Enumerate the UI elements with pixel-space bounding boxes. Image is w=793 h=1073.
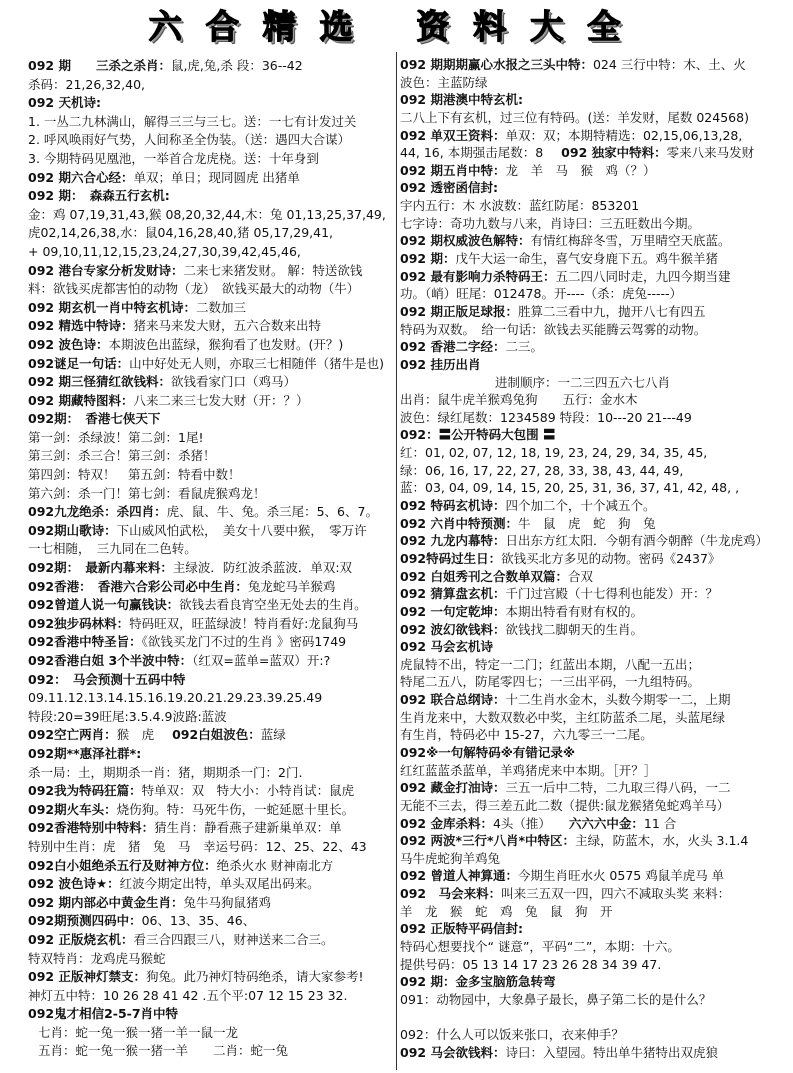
text-line [28, 336, 392, 355]
text-line [28, 764, 392, 783]
left-column [28, 57, 392, 1065]
text-line [400, 920, 786, 938]
line-text: 欲钱看家门口（鸡马） [170, 374, 296, 390]
line-label: 092 挂历出肖 [400, 356, 481, 372]
text-line [28, 224, 392, 243]
text-line [28, 819, 392, 838]
line-text: 有情红梅辞冬雪，万里晴空天底蓝。 [530, 233, 731, 249]
line-text: + 09,10,11,12,15,23,24,27,30,39,42,45,46, [28, 243, 301, 259]
line-text: 千门过宫殿（十七得利也能发）开：？ [505, 586, 718, 602]
text-line [28, 299, 392, 318]
line-text: 功。（峭）旺尾：012478。开----（杀：虎兔-----） [400, 286, 683, 302]
line-text: 二数加三 [195, 299, 246, 315]
text-line [28, 447, 392, 466]
line-text: 红：01, 02, 07, 12, 18, 19, 23, 24, 29, 34, 35, 45, [400, 445, 708, 461]
text-line [400, 885, 786, 903]
line-text: 五二四八同时走，九四今期当建 [555, 268, 731, 284]
text-line [400, 973, 786, 991]
line-label: 092香港中特圣旨： [28, 634, 142, 650]
line-text: 杀码：21,26,32,40, [28, 76, 146, 92]
line-label: 092香港： 香港六合彩公司必中生肖： [28, 578, 248, 594]
line-text: 3. 今期特码见凰池，一举首合龙虎桡。送：十年身到 [28, 150, 319, 166]
line-label: 092 期玄机一肖中特玄机诗： [28, 299, 196, 315]
text-line [28, 522, 392, 541]
page-title-left: 六合精选 [148, 7, 377, 46]
text-line [28, 912, 392, 931]
line-text: 06、13、35、46、 [141, 913, 256, 929]
text-line [28, 578, 392, 597]
text-line [400, 479, 786, 497]
text-line [28, 1005, 392, 1024]
line-text: 4头（推） [492, 815, 551, 831]
line-label: 092 联合总纲诗： [400, 692, 506, 708]
text-line [400, 1044, 786, 1062]
line-text: 诗曰：入望园。特出单牛猪特出双虎狼 [505, 1044, 718, 1060]
line-text: 十二生肖水金木，头数今期零一二，上期 [505, 692, 731, 708]
text-line [400, 621, 786, 639]
line-text: 提供号码：05 13 14 17 23 26 28 34 39 47. [400, 956, 662, 972]
text-line [400, 991, 786, 1009]
line-text: 本期波色出蓝绿，猴狗看了也发财。(开？) [108, 336, 344, 352]
text-line [28, 726, 392, 745]
text-line [28, 466, 392, 485]
line-label: 092香港特别中特料： [28, 820, 155, 836]
line-text: 第三剑：杀三合！第三剑：杀猪！ [28, 448, 216, 464]
line-text: 八来二来三七发大财（开：？） [133, 392, 309, 408]
line-text: 杀一局：土，期期杀一肖：猪，期期杀一门：2门. [28, 764, 303, 780]
line-text: 44, 16, 本期强击尾数：8 [400, 145, 544, 161]
text-line [28, 615, 392, 634]
text-line [28, 410, 392, 429]
text-line [400, 726, 786, 744]
text-line [28, 708, 392, 727]
text-line [400, 532, 786, 550]
line-text: 虎、鼠、牛、兔。杀三尾：5、6、7。 [166, 504, 378, 520]
line-label: 092 波色诗★： [28, 876, 120, 892]
line-label: 092 期六合心经： [28, 169, 134, 185]
text-line [28, 429, 392, 448]
text-line [400, 391, 786, 409]
line-label: 092 透密函信封: [400, 180, 498, 196]
text-line [400, 56, 786, 74]
line-label: 092白小姐绝杀五行及财神方位： [28, 857, 217, 873]
line-label: 092 一句定乾坤： [400, 603, 506, 619]
line-text: 虎02,14,26,38,水：鼠04,16,28,40,猪 05,17,29,41, [28, 225, 334, 241]
line-text: 狗兔。此乃神灯特码绝杀，请大家参考! [145, 969, 364, 985]
text-line [400, 850, 786, 868]
text-line [400, 656, 786, 674]
line-text: 进制顺序：一二三四五六七八肖 [495, 374, 671, 390]
line-text: 胜算二三看中九，抛开八七有四五 [517, 303, 706, 319]
line-label: 092 期 三杀之杀肖： [28, 58, 171, 73]
text-line [28, 1024, 392, 1043]
text-line [28, 1042, 392, 1061]
line-text: 无能不三去，得三差五此二数（提供:鼠龙猴猪兔蛇鸡羊马） [400, 797, 730, 813]
text-line [28, 94, 392, 113]
text-line [400, 779, 786, 797]
line-label: 092期山歌诗： [28, 522, 117, 538]
text-line [28, 857, 392, 876]
line-label: 092鬼才相信2-5-7肖中特 [28, 1006, 179, 1022]
line-label: 092： 马会预测十五码中特 [28, 671, 186, 687]
text-line [400, 638, 786, 656]
text-line [400, 938, 786, 956]
text-line [28, 280, 392, 299]
text-line [28, 671, 392, 690]
line-label: 092 天机诗: [28, 95, 101, 111]
text-line [400, 815, 786, 833]
line-label: 092 马会来料： [400, 886, 502, 902]
text-line [28, 875, 392, 894]
line-label: 092 正版烧玄机： [28, 931, 134, 947]
line-text: 宇内五行：木 水波数：蓝红防尾：853201 [400, 198, 640, 214]
line-text: 波色：主蓝防绿 [400, 74, 488, 90]
line-text: 第一剑：杀绿波！第二剑：1尾! [28, 429, 204, 445]
line-text: 生肖龙来中，大数双数必中奖，主红防蓝杀二尾，头蓝尾绿 [400, 709, 726, 725]
line-text: 看三合四跟三八，财神送来二合三。 [133, 931, 334, 947]
line-text: 下山威风怕武松， 美女十八要中猴， 零万许 [116, 522, 367, 538]
line-label: 092期： 最新内幕来料： [28, 560, 173, 576]
text-line [28, 206, 392, 225]
text-line [400, 285, 786, 303]
page-title [0, 4, 793, 50]
text-line [28, 950, 392, 969]
text-line [28, 113, 392, 132]
line-text: 合双 [567, 568, 593, 584]
line-label: 六六六中金： [568, 815, 644, 831]
text-line [28, 317, 392, 336]
line-text: （红双=蓝单=蓝双）开:? [192, 653, 331, 668]
text-line [28, 262, 392, 281]
line-text: 羊 龙 猴 蛇 鸡 兔 鼠 狗 开 [400, 903, 613, 919]
line-text: 第四剑：特双！ 第五剑：特看中数！ [28, 467, 241, 483]
text-line [400, 550, 786, 568]
text-line [28, 633, 392, 652]
text-line [400, 268, 786, 286]
text-line [400, 409, 786, 427]
text-line [400, 832, 786, 850]
line-text: 特码为双数。 给一句话：欲钱去买能腾云驾雾的动物。 [400, 321, 707, 337]
line-label: 092 金库杀料： [400, 815, 493, 831]
right-column [400, 56, 786, 1068]
line-label: 092 两波*三行*八肖*中特区： [400, 833, 576, 849]
text-line [400, 250, 786, 268]
text-line [400, 179, 786, 197]
text-line [28, 243, 392, 262]
text-line [400, 109, 786, 127]
line-label: 092曾道人说一句赢钱诀： [28, 597, 180, 613]
line-text: 主绿波．防红波杀蓝波．单双:双 [172, 560, 353, 576]
line-label: 092 期内部必中黄金生肖： [28, 894, 184, 910]
line-label: 092 藏金打油诗： [400, 780, 506, 796]
text-line [400, 691, 786, 709]
line-text: 二三。 [505, 339, 543, 355]
line-text: 024 三行中特：木、土、火 [592, 57, 746, 72]
text-line [400, 497, 786, 515]
line-text: 七肖：蛇一兔一猴一猪一羊一鼠一龙 [38, 1024, 239, 1040]
line-text: 特尾二五八，防尾零四七；一三出平码，一九组特码。 [400, 674, 701, 690]
text-line [28, 503, 392, 522]
line-label: 092 期： [400, 251, 456, 267]
text-line [28, 968, 392, 987]
line-label: 092 期期期赢心水报之三头中特： [400, 57, 593, 72]
line-label: 092 单双王资料： [400, 127, 506, 143]
text-line [400, 444, 786, 462]
line-label: 092 马会玄机诗 [400, 639, 493, 655]
line-text: 猪来马来发大财，五六合数来出特 [133, 318, 321, 334]
line-text: 有生肖，特码必中 15-27，六九零三一二尾。 [400, 727, 653, 743]
text-line [400, 162, 786, 180]
line-text: 四个加二个，十个减五个。 [505, 498, 656, 514]
text-line [400, 673, 786, 691]
line-text: 五肖：蛇一兔一猴一猪一羊 二肖：蛇一兔 [38, 1043, 289, 1059]
line-text: 猴 虎 [116, 727, 155, 743]
line-text: 波色：绿红尾数：1234589 特段：10---20 21---49 [400, 409, 692, 425]
text-line [28, 169, 392, 188]
line-text: 特双特肖：龙鸡虎马猴蛇 [28, 950, 166, 966]
line-label: 092 香港二字经： [400, 339, 506, 355]
line-text: 特码旺双，旺蓝绿波！特肖看好:龙鼠狗马 [129, 615, 359, 631]
text-line [400, 232, 786, 250]
line-text: 11 合 [643, 815, 677, 831]
line-text: 出肖：鼠牛虎羊猴鸡兔狗 五行：金水木 [400, 392, 638, 408]
text-line [28, 596, 392, 615]
line-label: 092 精选中特诗： [28, 318, 134, 334]
line-label: 092独步码林料： [28, 615, 130, 631]
line-text: 主绿，防蓝木，水，火头 3.1.4 [575, 833, 749, 849]
line-label: 092 期：金多宝脑筋急转弯 [400, 974, 556, 990]
text-line [400, 426, 786, 444]
line-text: 一七相随， 三九同在二色转。 [28, 541, 197, 557]
line-text: 欲钱找二脚朝天的生肖。 [505, 621, 643, 637]
line-text: 马牛虎蛇狗羊鸡兔 [400, 850, 501, 866]
text-line [28, 485, 392, 504]
line-text: 料：欲钱买虎都害怕的动物（龙） 欲钱买最大的动物（牛） [28, 281, 360, 297]
line-text: 《欲钱买龙门不过的生肖 》密码1749 [141, 634, 347, 650]
line-label: 092 期： 森森五行玄机: [28, 188, 170, 204]
text-line [28, 987, 392, 1006]
line-label: 092 九龙内幕特： [400, 533, 506, 549]
line-label: 092 期正版足球报： [400, 303, 518, 319]
line-label: 092期预测四码中： [28, 913, 142, 929]
line-text: 绿：06, 16, 17, 22, 27, 28, 33, 38, 43, 44, 49, [400, 462, 684, 478]
line-label: 092※一句解特码※有错记录※ [400, 744, 576, 760]
line-label: 092 独家中特料： [561, 145, 667, 161]
line-label: 092谜足一句话： [28, 355, 130, 371]
line-text: 神灯五中特：10 26 28 41 42 .五个平:07 12 15 23 32. [28, 987, 348, 1003]
text-line [400, 744, 786, 762]
line-text: 欲钱去看良宵空坐无处去的生肖。 [179, 597, 367, 613]
line-text: 红波今期定出特，单头双尾出码来。 [119, 876, 320, 892]
text-line [400, 515, 786, 533]
line-text: 欲钱买北方多见的动物。密码《2437》 [501, 550, 721, 566]
line-text: 单双：双；本期特精选：02,15,06,13,28, [505, 127, 743, 143]
line-text: 兔牛马狗鼠猪鸡 [183, 894, 271, 910]
line-text: 绝杀火水 财神南北方 [216, 857, 334, 873]
line-label: 092 港台专家分析发财诗： [28, 262, 184, 278]
text-line [28, 373, 392, 392]
line-text: 091：动物园中，大象鼻子最长，鼻子第二长的是什么？ [400, 991, 712, 1007]
text-line [28, 689, 392, 708]
text-line [28, 150, 392, 169]
line-label: 092 六肖中特预测： [400, 515, 518, 531]
line-text: 鼠,虎,兔,杀 段：36--42 [170, 58, 303, 73]
text-line [400, 144, 786, 162]
text-line [400, 903, 786, 921]
page-title-right: 资料大全 [416, 7, 645, 46]
line-label: 092 马会欲钱料： [400, 1044, 506, 1060]
line-text: 红红蓝蓝杀蓝单，羊鸡猪虎来中本期。［开？］ [400, 762, 657, 778]
line-text: 蓝绿 [260, 727, 286, 743]
text-line [400, 568, 786, 586]
line-label: 092 猜算盘玄机： [400, 586, 506, 602]
text-line [400, 91, 786, 109]
text-line [400, 74, 786, 92]
line-text: 零来八来马发财 [666, 145, 755, 161]
line-label: 092 期藏特图料： [28, 392, 134, 408]
line-label: 092空亡两肖： [28, 727, 117, 743]
text-line [28, 187, 392, 206]
text-line [28, 801, 392, 820]
line-text: 特别中生肖：虎 猪 兔 马 幸运号码：12、25、22、43 [28, 838, 367, 854]
text-line [28, 894, 392, 913]
line-label: 092期**惠泽社群*: [28, 745, 142, 761]
line-text: 日出东方红太阳．今朝有酒今朝醉（牛龙虎鸡） [505, 533, 768, 549]
line-label: 092 期三怪猜红欲钱料： [28, 374, 171, 390]
text-line [28, 652, 392, 671]
line-label: 092 白姐秀刊之合数单双篇： [400, 568, 568, 584]
line-label: 092 期港澳中特玄机: [400, 92, 523, 108]
line-label: 092香港白姐 3个半波中特： [28, 653, 193, 668]
text-line [400, 356, 786, 374]
line-text: 本期出特看有财有权的。 [505, 603, 643, 619]
line-text: 二来七来猪发财。 解：特送欲钱 [183, 262, 363, 278]
line-label: 092 正版特平码信封: [400, 921, 523, 937]
text-line [28, 559, 392, 578]
line-label: 092：〓公开特码大包围 〓 [400, 427, 556, 443]
line-text: 09.11.12.13.14.15.16.19.20.21.29.23.39.25.49 [28, 690, 323, 706]
text-line [28, 392, 392, 411]
line-text: 二八上下有玄机，过三位有特码。(送：羊发财，尾数 024568) [400, 109, 749, 125]
text-line [400, 374, 786, 392]
text-line [400, 338, 786, 356]
line-label: 092九龙绝杀：杀四肖： [28, 504, 167, 520]
text-line [400, 321, 786, 339]
line-text: 虎鼠特不出，特定一二门；红蓝出本期，八配一五出； [400, 656, 701, 672]
line-label: 092 最有影响力杀特码王： [400, 268, 556, 284]
line-text: 蓝：03, 04, 09, 14, 15, 20, 25, 31, 36, 37, 41, 42, 48, , [400, 480, 740, 496]
line-text: 特码心想要找个“ 谜意”，平码“二”，本期：十六。 [400, 939, 680, 955]
text-line [400, 1026, 786, 1044]
line-label: 092 波幻欲钱料： [400, 621, 506, 637]
line-text: 戊午大运一命生，喜气安身鹿下五。鸡牛猴羊猪 [455, 251, 718, 267]
line-text: 三五一后中二特，二九取三得八码，一二 [505, 780, 731, 796]
text-line [400, 762, 786, 780]
text-line [400, 1009, 786, 1027]
line-text: 第六剑：杀一门！第七剑：看鼠虎猴鸡龙！ [28, 485, 266, 501]
line-text: 单双；单日；现同圆虎 出猪单 [133, 169, 300, 185]
line-label: 092我为特码狂篇： [28, 783, 142, 799]
line-label: 092 波色诗： [28, 336, 109, 352]
line-label: 092期火车头： [28, 801, 117, 817]
line-label: 092 特码玄机诗： [400, 498, 506, 514]
line-text: 金：鸡 07,19,31,43,猴 08,20,32,44,木：兔 01,13,25,37,49, [28, 206, 386, 222]
line-text: 烧伤狗。特：马死牛伤，一蛇延愿十里长。 [116, 801, 355, 817]
line-text: 特段:20=39旺尾:3.5.4.9波路:蓝波 [28, 708, 227, 724]
line-label: 092 正版神灯禁支： [28, 969, 146, 985]
text-line [28, 540, 392, 559]
line-text: 092：什么人可以饭来张口，衣来伸手？ [400, 1027, 624, 1043]
text-line [400, 462, 786, 480]
line-text: 七字诗：奇功九数与八来，肖诗曰：三五旺数出今期。 [400, 215, 701, 231]
text-line [400, 127, 786, 145]
text-line [400, 709, 786, 727]
line-text: 2. 呼风唤雨好气势，人间称圣全伪装。（送：遇四大合谋） [28, 132, 351, 148]
column-divider [396, 52, 397, 1070]
text-line [400, 797, 786, 815]
text-line [28, 838, 392, 857]
line-label: 092 期五肖中特： [400, 162, 506, 178]
line-label: 092白姐波色： [172, 727, 261, 743]
line-text: 今期生肖旺水火 0575 鸡鼠羊虎马 单 [517, 868, 725, 884]
text-line [28, 355, 392, 374]
text-line [400, 303, 786, 321]
line-text: 特单双：双 特大小：小特肖试：鼠虎 [141, 783, 355, 799]
line-text: 牛 鼠 虎 蛇 狗 兔 [517, 515, 656, 531]
text-line [400, 215, 786, 233]
text-line [28, 931, 392, 950]
line-text: 龙 羊 马 猴 鸡（？） [505, 162, 656, 178]
line-label: 092 期权威波色解特： [400, 233, 531, 249]
text-line [28, 57, 392, 76]
text-line [400, 197, 786, 215]
line-text: 山中好处无人则，亦取三七相随伴（猪牛是也) [129, 355, 384, 371]
text-line [400, 585, 786, 603]
line-label: 092 曾道人神算通： [400, 868, 518, 884]
text-line [400, 603, 786, 621]
line-label: 092期： 香港七侠天下 [28, 411, 161, 427]
line-text: 猜生肖：静看燕子建新巢单双：单 [154, 820, 342, 836]
text-line [28, 782, 392, 801]
line-text: 1. 一丛二九林满山，解得三三与三七。送：一七有计发过关 [28, 113, 357, 129]
text-line [28, 76, 392, 95]
line-text: 叫来三五双一四，四六不减取头奖 来料： [501, 886, 731, 902]
text-line [28, 131, 392, 150]
line-text: 兔龙蛇马羊猴鸡 [247, 578, 336, 594]
line-label: 092特码过生日： [400, 550, 502, 566]
text-line [400, 867, 786, 885]
text-line [400, 956, 786, 974]
text-line [28, 745, 392, 764]
